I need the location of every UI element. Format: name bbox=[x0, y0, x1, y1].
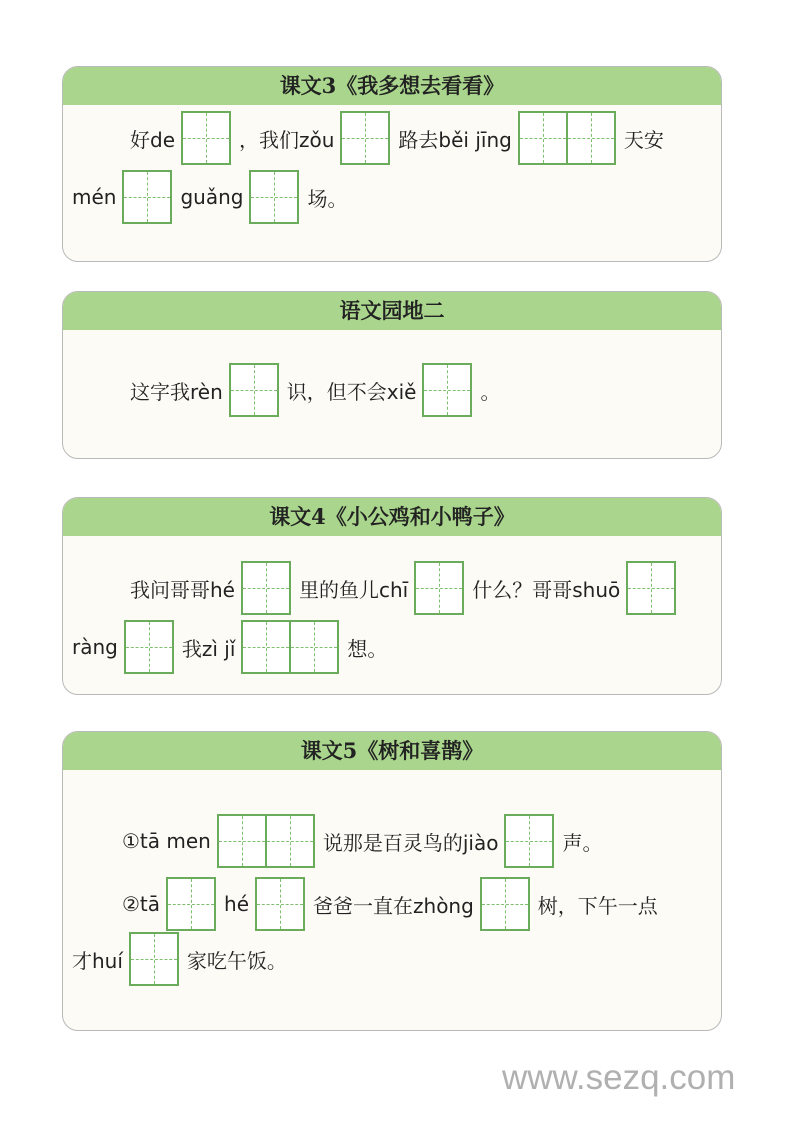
tianzige-box[interactable] bbox=[340, 111, 390, 165]
tianzige-box[interactable] bbox=[267, 814, 315, 868]
prompt-text: ràng bbox=[72, 635, 118, 659]
exercise-line bbox=[130, 562, 684, 614]
writing-grid bbox=[166, 877, 216, 931]
prompt-text: 里的鱼儿chī bbox=[298, 577, 409, 602]
writing-grid bbox=[422, 363, 472, 417]
prompt-text: 路去běi jīng bbox=[398, 127, 512, 152]
exercise-line bbox=[122, 878, 662, 930]
prompt-text: hé bbox=[224, 892, 250, 916]
prompt-text: guǎng bbox=[180, 185, 244, 209]
writing-grid bbox=[414, 561, 464, 615]
prompt-text: ，我们zǒu bbox=[239, 127, 335, 152]
tianzige-box[interactable] bbox=[122, 170, 172, 224]
exercise-line bbox=[130, 364, 504, 416]
writing-grid bbox=[504, 814, 554, 868]
prompt-text: 场。 bbox=[307, 186, 348, 211]
tianzige-box[interactable] bbox=[414, 561, 464, 615]
exercise-line bbox=[72, 621, 391, 673]
tianzige-box[interactable] bbox=[166, 877, 216, 931]
writing-grid bbox=[181, 111, 231, 165]
tianzige-box[interactable] bbox=[241, 561, 291, 615]
watermark: www.sezq.com bbox=[502, 1058, 736, 1097]
tianzige-box[interactable] bbox=[504, 814, 554, 868]
writing-grid bbox=[217, 814, 315, 868]
tianzige-box[interactable] bbox=[181, 111, 231, 165]
section-title: 课文3《我多想去看看》 bbox=[63, 67, 721, 105]
prompt-text: ①tā men bbox=[122, 829, 211, 853]
writing-grid bbox=[129, 932, 179, 986]
prompt-text: 爸爸一直在zhòng bbox=[313, 893, 474, 918]
exercise-line bbox=[130, 112, 668, 164]
tianzige-box[interactable] bbox=[249, 170, 299, 224]
prompt-text: 天安 bbox=[623, 127, 664, 152]
exercise-line bbox=[72, 933, 291, 985]
prompt-text: 识，但不会xiě bbox=[286, 379, 417, 404]
writing-grid bbox=[249, 170, 299, 224]
prompt-text: 说那是百灵鸟的jiào bbox=[322, 830, 499, 855]
tianzige-box[interactable] bbox=[241, 620, 291, 674]
exercise-line bbox=[72, 171, 351, 223]
section-title: 语文园地二 bbox=[63, 292, 721, 330]
writing-grid bbox=[241, 620, 339, 674]
tianzige-box[interactable] bbox=[217, 814, 267, 868]
tianzige-box[interactable] bbox=[568, 111, 616, 165]
writing-grid bbox=[241, 561, 291, 615]
exercise-line bbox=[122, 815, 606, 867]
tianzige-box[interactable] bbox=[480, 877, 530, 931]
tianzige-box[interactable] bbox=[124, 620, 174, 674]
prompt-text: ②tā bbox=[122, 892, 161, 916]
writing-grid bbox=[340, 111, 390, 165]
prompt-text: mén bbox=[72, 185, 117, 209]
tianzige-box[interactable] bbox=[626, 561, 676, 615]
prompt-text: 我问哥哥hé bbox=[130, 577, 235, 602]
prompt-text: 这字我rèn bbox=[130, 379, 223, 404]
tianzige-box[interactable] bbox=[129, 932, 179, 986]
prompt-text: 。 bbox=[480, 379, 501, 404]
writing-grid bbox=[255, 877, 305, 931]
section-title: 课文5《树和喜鹊》 bbox=[63, 732, 721, 770]
prompt-text: 声。 bbox=[562, 830, 603, 855]
writing-grid bbox=[124, 620, 174, 674]
prompt-text: 家吃午饭。 bbox=[186, 948, 287, 973]
prompt-text: 想。 bbox=[347, 636, 388, 661]
tianzige-box[interactable] bbox=[229, 363, 279, 417]
writing-grid bbox=[229, 363, 279, 417]
tianzige-box[interactable] bbox=[255, 877, 305, 931]
prompt-text: 好de bbox=[130, 127, 175, 152]
writing-grid bbox=[480, 877, 530, 931]
writing-grid bbox=[122, 170, 172, 224]
prompt-text: 什么？哥哥shuō bbox=[472, 577, 621, 602]
section-title: 课文4《小公鸡和小鸭子》 bbox=[63, 498, 721, 536]
prompt-text: 我zì jǐ bbox=[181, 636, 236, 661]
prompt-text: 树，下午一点 bbox=[537, 893, 658, 918]
prompt-text: 才huí bbox=[72, 948, 123, 973]
tianzige-box[interactable] bbox=[422, 363, 472, 417]
writing-grid bbox=[518, 111, 616, 165]
writing-grid bbox=[626, 561, 676, 615]
tianzige-box[interactable] bbox=[291, 620, 339, 674]
tianzige-box[interactable] bbox=[518, 111, 568, 165]
section-card bbox=[62, 66, 722, 262]
